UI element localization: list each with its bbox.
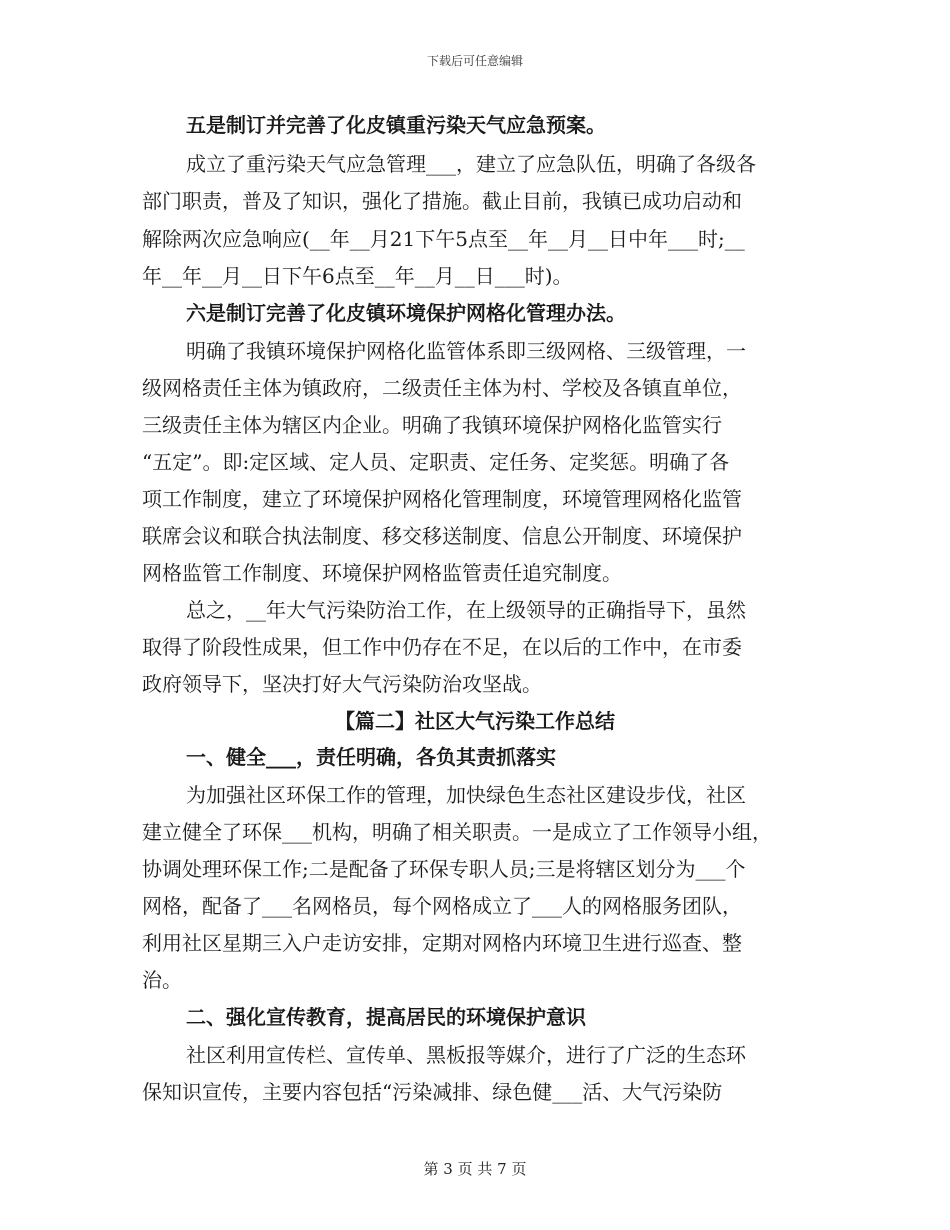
paragraph-line: 治。	[142, 968, 182, 992]
paragraph-line: 解除两次应急响应(__年__月21下午5点至__年__月__日中年___时;__	[142, 227, 745, 251]
paragraph-line: 三级责任主体为辖区内企业。明确了我镇环境保护网格化监管实行	[142, 413, 722, 437]
paragraph-line: 利用社区星期三入户走访安排，定期对网格内环境卫生进行巡查、整	[142, 931, 742, 955]
paragraph-line: 取得了阶段性成果，但工作中仍存在不足，在以后的工作中，在市委	[142, 635, 742, 659]
paragraph-line: 成立了重污染天气应急管理___，建立了应急队伍，明确了各级各	[186, 152, 756, 176]
chapter-title: 【篇二】社区大气污染工作总结	[335, 709, 615, 733]
paragraph-line: 联席会议和联合执法制度、移交移送制度、信息公开制度、环境保护	[142, 524, 742, 548]
paragraph-line: 年__年__月__日下午6点至__年__月__日___时)。	[142, 264, 573, 288]
section-heading-five: 五是制订并完善了化皮镇重污染天气应急预案。	[186, 113, 606, 137]
page-header-note: 下载后可任意编辑	[426, 54, 523, 68]
paragraph-line: “五定”。即:定区域、定人员、定职责、定任务、定奖惩。明确了各	[142, 450, 730, 474]
section-heading-two: 二、强化宣传教育，提高居民的环境保护意识	[186, 1005, 586, 1029]
paragraph-line: 部门职责，普及了知识，强化了措施。截止目前，我镇已成功启动和	[142, 189, 742, 213]
section-heading-six: 六是制订完善了化皮镇环境保护网格化管理办法。	[186, 301, 626, 325]
page-number: 第 3 页 共 7 页	[423, 1160, 527, 1178]
paragraph-line: 社区利用宣传栏、宣传单、黑板报等媒介，进行了广泛的生态环	[186, 1043, 746, 1067]
paragraph-line: 总之，__年大气污染防治工作，在上级领导的正确指导下，虽然	[186, 598, 746, 622]
paragraph-line: 保知识宣传，主要内容包括“污染减排、绿色健___活、大气污染防	[142, 1080, 723, 1104]
paragraph-line: 级网格责任主体为镇政府，二级责任主体为村、学校及各镇直单位，	[142, 376, 742, 400]
paragraph-line: 网格，配备了___名网格员，每个网格成立了___人的网格服务团队，	[142, 894, 742, 918]
section-heading-one: 一、健全___，责任明确，各负其责抓落实	[186, 745, 556, 769]
paragraph-line: 网格监管工作制度、环境保护网格监管责任追究制度。	[142, 561, 622, 585]
paragraph-line: 明确了我镇环境保护网格化监管体系即三级网格、三级管理，一	[186, 339, 746, 363]
paragraph-line: 建立健全了环保___机构，明确了相关职责。一是成立了工作领导小组，	[142, 820, 772, 844]
paragraph-line: 政府领导下，坚决打好大气污染防治攻坚战。	[142, 672, 542, 696]
paragraph-line: 协调处理环保工作;二是配备了环保专职人员;三是将辖区划分为___个	[142, 857, 746, 881]
paragraph-line: 为加强社区环保工作的管理，加快绿色生态社区建设步伐，社区	[186, 783, 746, 807]
paragraph-line: 项工作制度，建立了环境保护网格化管理制度，环境管理网格化监管	[142, 487, 742, 511]
